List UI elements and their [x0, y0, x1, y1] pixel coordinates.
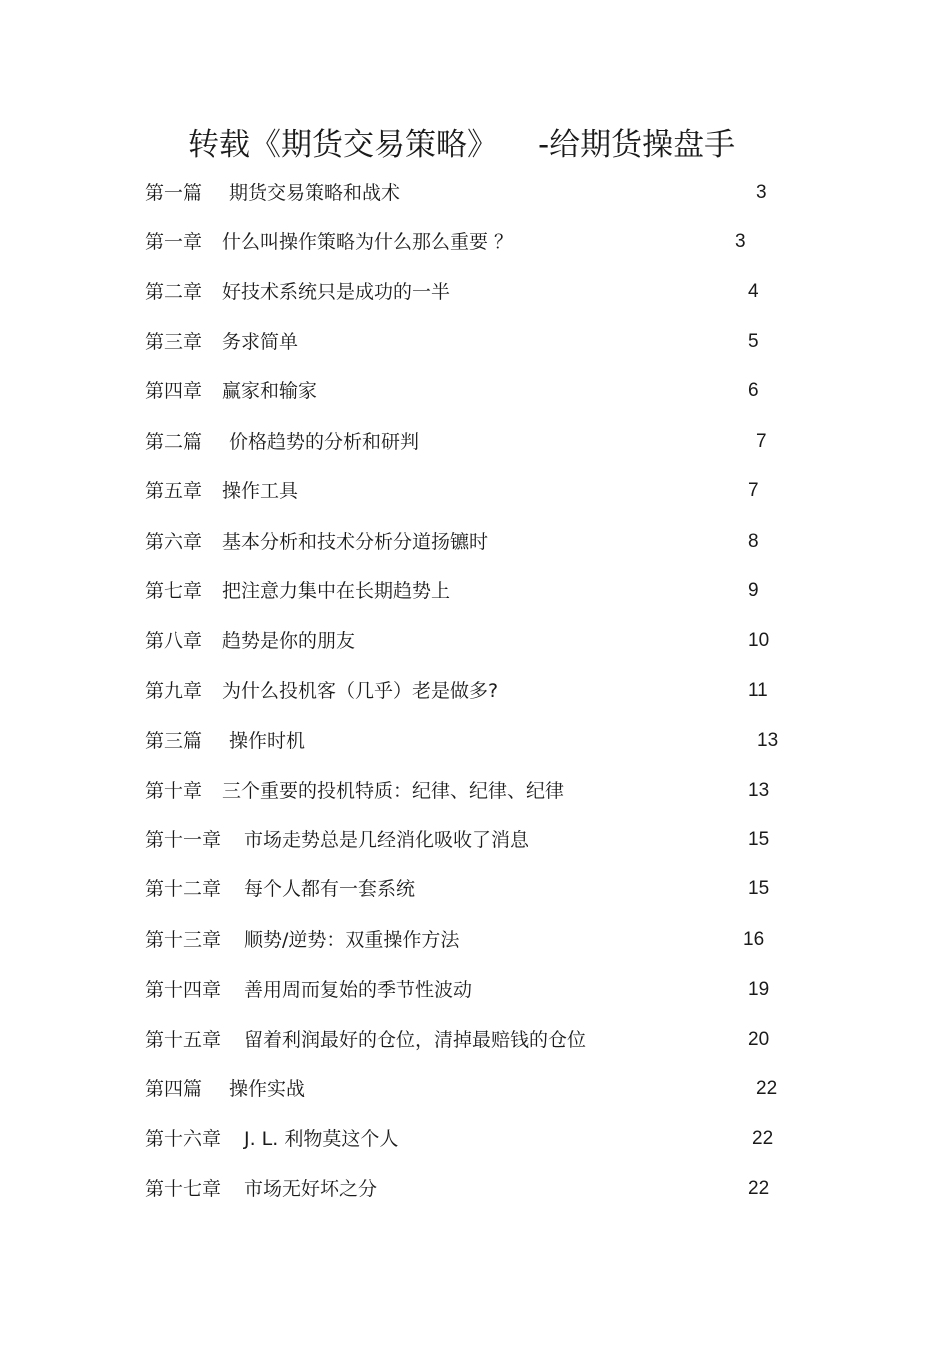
toc-entry-title: 赢家和输家: [222, 380, 318, 402]
toc-page-number: 13: [748, 780, 770, 801]
toc-page-number: 22: [752, 1128, 774, 1149]
toc-page-number: 3: [756, 182, 767, 203]
toc-entry: [0, 873, 950, 905]
toc-chapter-label: 第十五章: [145, 1029, 222, 1051]
toc-chapter-label: 第四篇: [145, 1078, 203, 1100]
toc-entry: [0, 1024, 950, 1056]
toc-entry-title: 为什么投机客（几乎）老是做多?: [222, 680, 499, 702]
toc-page-number: 22: [756, 1078, 778, 1099]
toc-chapter-label: 第十二章: [145, 878, 222, 900]
toc-entry-title: 三个重要的投机特质：纪律、纪律、纪律: [222, 780, 565, 802]
toc-chapter-label: 第二篇: [145, 431, 203, 453]
toc-page-number: 11: [748, 680, 768, 701]
toc-page-number: 4: [748, 281, 759, 302]
toc-chapter-label: 第五章: [145, 480, 203, 502]
toc-entry: [0, 924, 950, 956]
toc-chapter-label: 第十章: [145, 780, 203, 802]
toc-entry-title: 务求简单: [222, 331, 299, 353]
toc-entry: [0, 1123, 950, 1155]
toc-chapter-label: 第七章: [145, 580, 203, 602]
toc-chapter-label: 第三章: [145, 331, 203, 353]
toc-chapter-label: 第九章: [145, 680, 203, 702]
toc-entry: [0, 226, 950, 258]
toc-page-number: 19: [748, 979, 770, 1000]
toc-entry-title: 操作时机: [229, 730, 306, 752]
toc-entry: [0, 824, 950, 856]
toc-entry: [0, 675, 950, 707]
toc-entry-title: 市场无好坏之分: [244, 1178, 378, 1200]
toc-entry-title: 好技术系统只是成功的一半: [222, 281, 451, 303]
toc-page-number: 10: [748, 630, 770, 651]
toc-entry-title: 操作实战: [229, 1078, 306, 1100]
toc-page-number: 5: [748, 331, 759, 352]
toc-page-number: 15: [748, 878, 770, 899]
toc-entry-title: J. L. 利物莫这个人: [244, 1128, 399, 1150]
toc-entry: [0, 526, 950, 558]
toc-page-number: 6: [748, 380, 759, 401]
toc-entry: [0, 426, 950, 458]
toc-page-number: 16: [743, 929, 765, 950]
toc-entry: [0, 375, 950, 407]
toc-entry: [0, 177, 950, 209]
toc-entry-title: 善用周而复始的季节性波动: [244, 979, 473, 1001]
toc-entry-title: 什么叫操作策略为什么那么重要 ？: [222, 231, 514, 253]
toc-page-number: 9: [748, 580, 759, 601]
toc-entry: [0, 775, 950, 807]
toc-page-number: 7: [756, 431, 767, 452]
toc-page-number: 20: [748, 1029, 770, 1050]
toc-chapter-label: 第八章: [145, 630, 203, 652]
toc-entry: [0, 1173, 950, 1205]
toc-entry-title: 把注意力集中在长期趋势上: [222, 580, 451, 602]
toc-chapter-label: 第六章: [145, 531, 203, 553]
toc-entry-title: 基本分析和技术分析分道扬镳时: [222, 531, 489, 553]
toc-chapter-label: 第一章: [145, 231, 203, 253]
toc-entry-title: 顺势/逆势：双重操作方法: [244, 929, 460, 951]
toc-chapter-label: 第十三章: [145, 929, 222, 951]
toc-entry: [0, 974, 950, 1006]
toc-entry-title: 趋势是你的朋友: [222, 630, 356, 652]
toc-entry: [0, 326, 950, 358]
toc-page-number: 3: [735, 231, 746, 252]
toc-entry: [0, 475, 950, 507]
toc-entry-title: 操作工具: [222, 480, 299, 502]
toc-entry: [0, 625, 950, 657]
toc-entry-title: 期货交易策略和战术: [229, 182, 401, 204]
toc-chapter-label: 第一篇: [145, 182, 203, 204]
toc-entry: [0, 1073, 950, 1105]
toc-page-number: 13: [757, 730, 779, 751]
toc-chapter-label: 第二章: [145, 281, 203, 303]
toc-chapter-label: 第十六章: [145, 1128, 222, 1150]
toc-page-number: 7: [748, 480, 759, 501]
toc-entry: [0, 276, 950, 308]
toc-chapter-label: 第十四章: [145, 979, 222, 1001]
toc-entry-title: 留着利润最好的仓位，清掉最赔钱的仓位: [244, 1029, 587, 1051]
toc-chapter-label: 第十一章: [145, 829, 222, 851]
toc-page-number: 8: [748, 531, 759, 552]
toc-chapter-label: 第十七章: [145, 1178, 222, 1200]
toc-page-number: 22: [748, 1178, 770, 1199]
toc-entry: [0, 725, 950, 757]
title-subtitle: -给期货操盘手: [538, 127, 736, 163]
toc-entry-title: 价格趋势的分析和研判: [229, 431, 420, 453]
toc-entry-title: 每个人都有一套系统: [244, 878, 416, 900]
toc-entry-title: 市场走势总是几经消化吸收了消息: [244, 829, 530, 851]
toc-chapter-label: 第四章: [145, 380, 203, 402]
toc-chapter-label: 第三篇: [145, 730, 203, 752]
toc-entry: [0, 575, 950, 607]
toc-page-number: 15: [748, 829, 770, 850]
title-main: 转载《期货交易策略》: [188, 127, 498, 163]
